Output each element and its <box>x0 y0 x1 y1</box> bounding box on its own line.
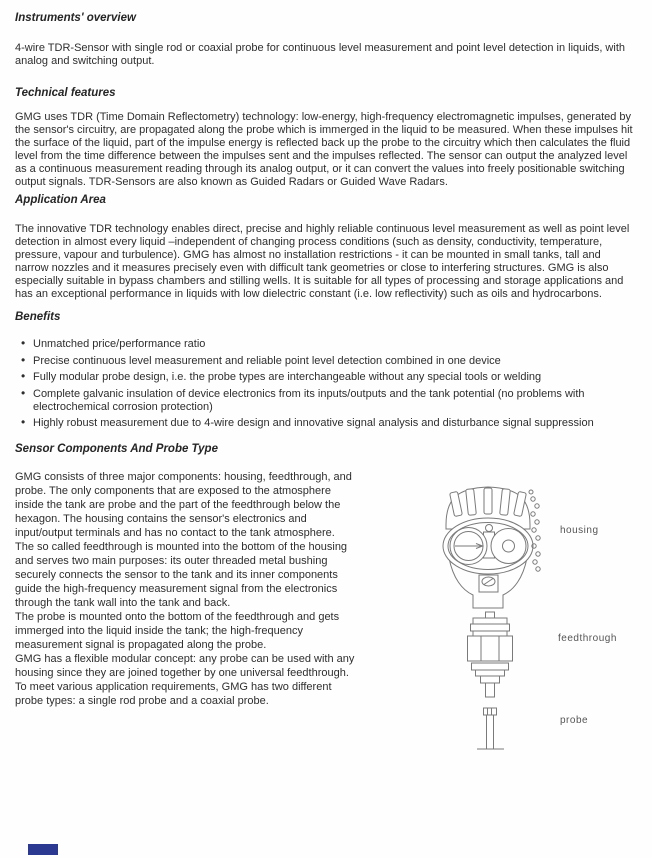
sensor-exploded-diagram <box>440 478 652 758</box>
sensor-line-drawing <box>440 478 550 758</box>
footer-logo-mark <box>28 844 58 855</box>
heading-application-area: Application Area <box>15 194 106 206</box>
figure-label-probe: probe <box>560 715 589 726</box>
benefit-item: • Unmatched price/performance ratio <box>21 338 621 351</box>
benefit-item: • Fully modular probe design, i.e. the probe types are interchangeable without any special tools or welding <box>21 371 621 384</box>
section-instruments-overview <box>15 12 637 68</box>
paragraph-components-4: GMG has a flexible modular concept: any probe can be used with any housing since they are joined together by one universal feedthrough. <box>15 653 355 679</box>
components-text-column <box>15 470 356 708</box>
figure-label-feedthrough: feedthrough <box>558 633 617 644</box>
heading-benefits: Benefits <box>15 311 61 323</box>
paragraph-components-2: The so called feedthrough is mounted into the bottom of the housing and serves two main purposes: its outer threaded metal bushing securely connects the sensor to the tank and its inner components guide the high-frequency measurement signal from the electronics through the tank wall into the tank and back. <box>15 541 348 609</box>
section-benefits <box>15 311 637 430</box>
paragraph-overview: 4-wire TDR-Sensor with single rod or coaxial probe for continuous level measurement and point level detection in liquids, with analog and switching output. <box>15 42 625 67</box>
heading-technical-features: Technical features <box>15 87 116 99</box>
paragraph-components-1: GMG consists of three major components: housing, feedthrough, and probe. The only components that are exposed to the atmosphere inside the tank are probe and the part of the feedthrough below the hexagon. The housing contains the sensor's electronics and input/output terminals and has no contact to the tank atmosphere. <box>15 471 352 539</box>
paragraph-application-area: The innovative TDR technology enables direct, precise and highly reliable continuous level measurement as well as point level detection in almost every liquid –independent of changing process conditions (such as density, conductivity, temperature, pressure, vapour and turbulence). GMG has almost no installation restrictions - it can be mounted in small tanks, tall and narrow nozzles and it measures precisely even with difficult tank geometries or close to interfering structures. GMG is also especially suitable in bypass chambers and stilling wells. It is suitable for all types of processing and storage applications and has an exceptional performance in liquids with low dielectric constant (i.e. low reflectivity) such as oils and hydrocarbons. <box>15 223 630 300</box>
section-application-area <box>15 194 637 301</box>
components-columns <box>15 470 637 758</box>
feedthrough-drawing <box>468 612 513 697</box>
section-sensor-components <box>15 443 637 758</box>
housing-drawing <box>443 487 533 608</box>
housing-chain <box>529 490 540 571</box>
probe-drawing <box>477 708 504 749</box>
benefit-item: • Precise continuous level measurement and reliable point level detection combined in one device <box>21 355 621 368</box>
figure-label-housing: housing <box>560 525 599 536</box>
benefits-list <box>15 338 621 430</box>
benefit-item: • Highly robust measurement due to 4-wire design and innovative signal analysis and disturbance signal suppression <box>21 417 621 430</box>
paragraph-components-3: The probe is mounted onto the bottom of the feedthrough and gets immerged into the liquid inside the tank; the high-frequency measurement signal is propagated along the probe. <box>15 611 340 651</box>
heading-instruments-overview: Instruments' overview <box>15 12 136 24</box>
paragraph-technical-features: GMG uses TDR (Time Domain Reflectometry) technology: low-energy, high-frequency electromagnetic impulses, generated by the sensor's circuitry, are propagated along the probe which is immerged in the liquid to be measured. When these impulses hit the surface of the liquid, part of the impulse energy is reflected back up the probe to the circuitry which then calculates the fluid level from the time difference between the impulses sent and the impulses reflected. The sensor can output the analyzed level as a continuous measurement reading through its analog output, or it can convert the values into freely positionable switching output signals. TDR-Sensors are also known as Guided Radars or Guided Wave Radars. <box>15 111 633 188</box>
paragraph-components-5: To meet various application requirements, GMG has two different probe types: a single rod probe and a coaxial probe. <box>15 681 332 707</box>
benefit-item: • Complete galvanic insulation of device electronics from its inputs/outputs and the tank potential (no problems with electrochemical corrosion protection) <box>21 388 621 414</box>
heading-sensor-components: Sensor Components And Probe Type <box>15 443 218 455</box>
section-technical-features <box>15 87 637 189</box>
